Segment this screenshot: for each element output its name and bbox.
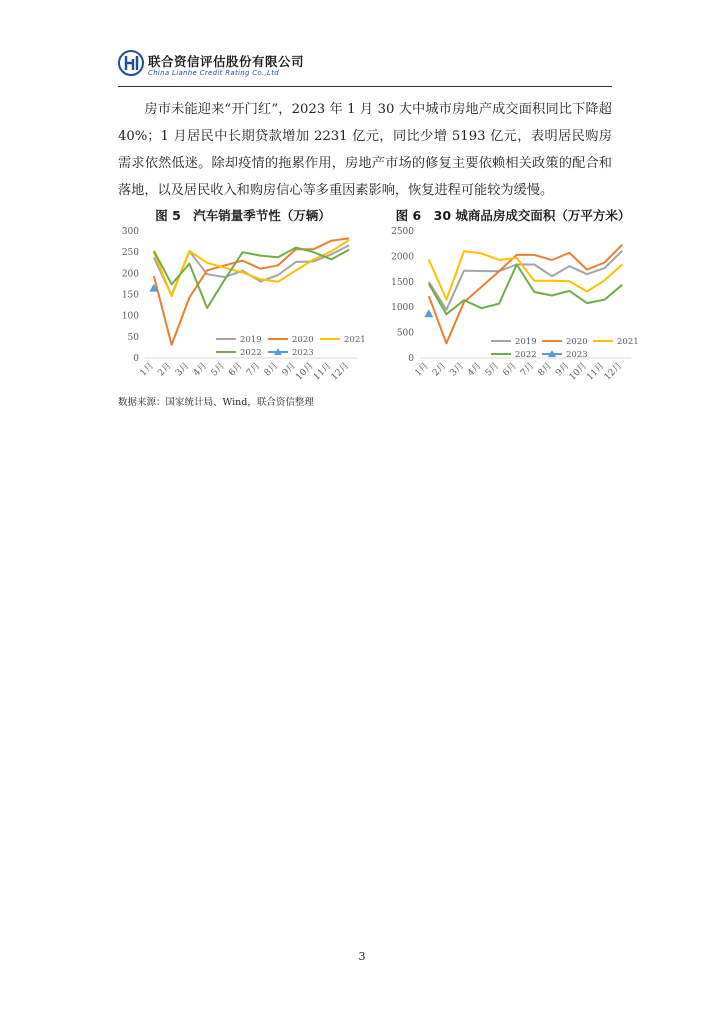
y-tick-label: 100 — [121, 311, 139, 322]
series-2021-line — [429, 251, 622, 299]
x-tick-label: 9月 — [280, 361, 298, 379]
x-tick-label: 7月 — [518, 361, 537, 379]
y-tick-label: 2000 — [391, 252, 414, 263]
x-tick-label: 6月 — [227, 361, 245, 379]
x-tick-label: 4月 — [191, 361, 210, 379]
chart-housing-area-plot — [384, 226, 642, 386]
chart-car-sales-plot — [118, 226, 368, 386]
company-name-cn: 联合资信评估股份有限公司 — [148, 54, 305, 69]
header-divider — [118, 86, 612, 87]
x-tick-label: 9月 — [554, 361, 572, 379]
y-tick-label: 150 — [121, 290, 139, 301]
x-tick-label: 2月 — [431, 361, 449, 379]
x-tick-label: 5月 — [209, 361, 227, 379]
y-tick-label: 0 — [133, 354, 139, 364]
y-tick-label: 50 — [127, 332, 139, 343]
legend-label: 2022 — [240, 348, 262, 358]
x-tick-label: 8月 — [262, 361, 281, 379]
x-tick-label: 4月 — [466, 361, 484, 379]
x-tick-label: 3月 — [448, 361, 467, 379]
legend-label: 2021 — [344, 335, 366, 345]
legend-label: 2019 — [515, 337, 537, 347]
x-tick-label: 11月 — [585, 361, 607, 383]
series-2023-marker — [424, 309, 433, 317]
body-paragraph: 房市未能迎来“开门红”，2023 年 1 月 30 大中城市房地产成交面积同比下降超 40%；1 月居民中长期贷款增加 2231 亿元，同比少增 5193 亿元，表明居民购房需求依然低迷。除却疫情的拖累作用，房地产市场的修复主要依赖相关政策的配合和落地，以及居民收入和购房信心等多重因素影响，恢复进程可能较为缓慢。 — [118, 102, 612, 198]
x-tick-label: 12月 — [329, 361, 352, 383]
y-tick-label: 1000 — [391, 303, 414, 314]
legend-label: 2022 — [515, 350, 537, 360]
x-tick-label: 10月 — [567, 361, 590, 383]
x-tick-label: 11月 — [311, 361, 334, 383]
x-tick-label: 3月 — [174, 361, 192, 379]
chart-title: 图 5 汽车销量季节性（万辆） — [155, 208, 331, 223]
source-note: 数据来源：国家统计局、Wind，联合资信整理 — [118, 397, 314, 408]
x-tick-label: 1月 — [413, 361, 431, 379]
x-tick-label: 1月 — [138, 361, 156, 379]
x-tick-label: 6月 — [501, 361, 519, 379]
y-tick-label: 2500 — [391, 227, 414, 237]
y-tick-label: 1500 — [391, 277, 414, 288]
x-tick-label: 7月 — [245, 361, 263, 379]
page-header — [118, 48, 612, 88]
series-2021-line — [154, 240, 349, 296]
x-tick-label: 5月 — [483, 361, 502, 379]
x-tick-label: 8月 — [536, 361, 554, 379]
y-tick-label: 0 — [408, 354, 414, 364]
y-tick-label: 500 — [396, 328, 414, 339]
legend-label: 2020 — [292, 335, 314, 345]
company-name-en: China Lianhe Credit Rating Co.,Ltd — [148, 69, 280, 77]
y-tick-label: 200 — [121, 269, 139, 280]
x-tick-label: 12月 — [602, 361, 625, 383]
series-2020-line — [429, 245, 622, 344]
y-tick-label: 300 — [121, 227, 139, 237]
page-number: 3 — [358, 950, 366, 963]
legend-label: 2021 — [617, 337, 639, 347]
legend-label: 2020 — [566, 337, 588, 347]
company-logo-icon — [118, 50, 144, 76]
legend-label: 2023 — [292, 348, 314, 358]
x-tick-label: 10月 — [294, 361, 316, 383]
legend-label: 2023 — [566, 350, 588, 360]
y-tick-label: 250 — [121, 248, 139, 259]
x-tick-label: 2月 — [156, 361, 174, 379]
legend-label: 2019 — [240, 335, 262, 345]
chart-title: 图 6 30 城商品房成交面积（万平方米） — [395, 208, 631, 223]
